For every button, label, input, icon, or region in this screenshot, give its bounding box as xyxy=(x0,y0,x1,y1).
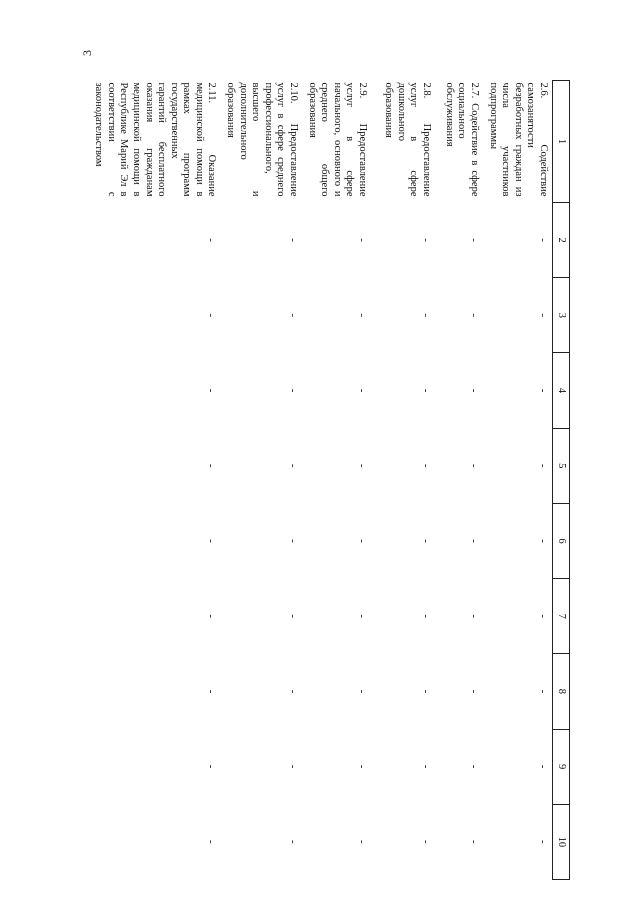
row-label: 2.7. Содействие в сфере социального обслуживания xyxy=(443,82,481,197)
cell-value: - xyxy=(468,539,481,543)
cell-value: - xyxy=(205,689,218,694)
table-row xyxy=(89,81,221,880)
table-row xyxy=(435,81,483,880)
cell-value: - xyxy=(537,689,549,694)
cell-value: - xyxy=(287,388,300,393)
cell-value: - xyxy=(287,539,300,543)
cell-value: - xyxy=(468,313,481,318)
cell-value: - xyxy=(420,238,433,242)
cell-value: - xyxy=(420,840,433,844)
cell-value: - xyxy=(537,539,549,543)
column-header: 4 xyxy=(553,353,570,428)
cell-value: - xyxy=(287,764,300,769)
column-header: 1 xyxy=(553,81,570,203)
row-label: 2.11. Оказание медицинской помощи в рамках программ государственных гарантий бесплатного оказания гражданам медицинской помощи в Республике Марий Эл в соответствии с законодательством xyxy=(93,82,218,197)
cell-value: - xyxy=(356,689,369,694)
column-header: 7 xyxy=(553,579,570,654)
cell-value: - xyxy=(356,313,369,318)
column-header: 6 xyxy=(553,503,570,578)
cell-value: - xyxy=(420,614,433,619)
cell-value: - xyxy=(287,463,300,468)
table-row xyxy=(302,81,371,880)
cell-value: - xyxy=(537,840,549,844)
column-header: 3 xyxy=(553,278,570,353)
cell-value: - xyxy=(356,764,369,769)
row-label: 2.10. Предоставление услуг в сфере среднего профессионального, высшего и дополнительного образования xyxy=(225,82,300,197)
page-number: 3 xyxy=(80,50,94,56)
cell-value: - xyxy=(205,840,218,844)
cell-value: - xyxy=(287,614,300,619)
row-label: 2.8. Предоставление услуг в сфере дошкольного образования xyxy=(383,82,433,197)
cell-value: - xyxy=(468,463,481,468)
cell-value: - xyxy=(537,614,549,619)
cell-value: - xyxy=(468,840,481,844)
cell-value: - xyxy=(287,840,300,844)
cell-value: - xyxy=(356,840,369,844)
cell-value: - xyxy=(205,313,218,318)
cell-value: - xyxy=(537,388,549,393)
cell-value: - xyxy=(356,238,369,242)
row-label: 2.9. Предоставление услуг в сфере начального, основного и среднего общего образования xyxy=(306,82,369,197)
data-table xyxy=(89,80,570,880)
cell-value: - xyxy=(420,764,433,769)
cell-value: - xyxy=(205,463,218,468)
cell-value: - xyxy=(287,313,300,318)
table-row xyxy=(221,81,303,880)
cell-value: - xyxy=(287,238,300,242)
cell-value: - xyxy=(468,388,481,393)
column-header: 5 xyxy=(553,428,570,503)
cell-value: - xyxy=(356,388,369,393)
cell-value: - xyxy=(356,463,369,468)
cell-value: - xyxy=(205,614,218,619)
column-header: 10 xyxy=(553,804,570,879)
cell-value: - xyxy=(356,539,369,543)
cell-value: - xyxy=(468,764,481,769)
cell-value: - xyxy=(287,689,300,694)
cell-value: - xyxy=(468,614,481,619)
column-header: 2 xyxy=(553,203,570,278)
cell-value: - xyxy=(537,313,549,318)
cell-value: - xyxy=(205,764,218,769)
cell-value: - xyxy=(356,614,369,619)
table-row xyxy=(483,81,552,880)
cell-value: - xyxy=(537,764,549,769)
cell-value: - xyxy=(537,463,549,468)
table-header-row xyxy=(553,81,570,880)
cell-value: - xyxy=(468,238,481,242)
cell-value: - xyxy=(420,463,433,468)
table-row xyxy=(371,81,435,880)
rotated-table-sheet xyxy=(93,80,570,880)
cell-value: - xyxy=(537,238,549,242)
cell-value: - xyxy=(205,539,218,543)
column-header: 8 xyxy=(553,654,570,729)
cell-value: - xyxy=(420,388,433,393)
row-label: 2.6. Содействие самозанятости безработных граждан из числа участников подпрограммы xyxy=(487,82,549,197)
column-header: 9 xyxy=(553,729,570,804)
cell-value: - xyxy=(420,689,433,694)
cell-value: - xyxy=(205,388,218,393)
cell-value: - xyxy=(420,539,433,543)
cell-value: - xyxy=(205,238,218,242)
cell-value: - xyxy=(468,689,481,694)
cell-value: - xyxy=(420,313,433,318)
